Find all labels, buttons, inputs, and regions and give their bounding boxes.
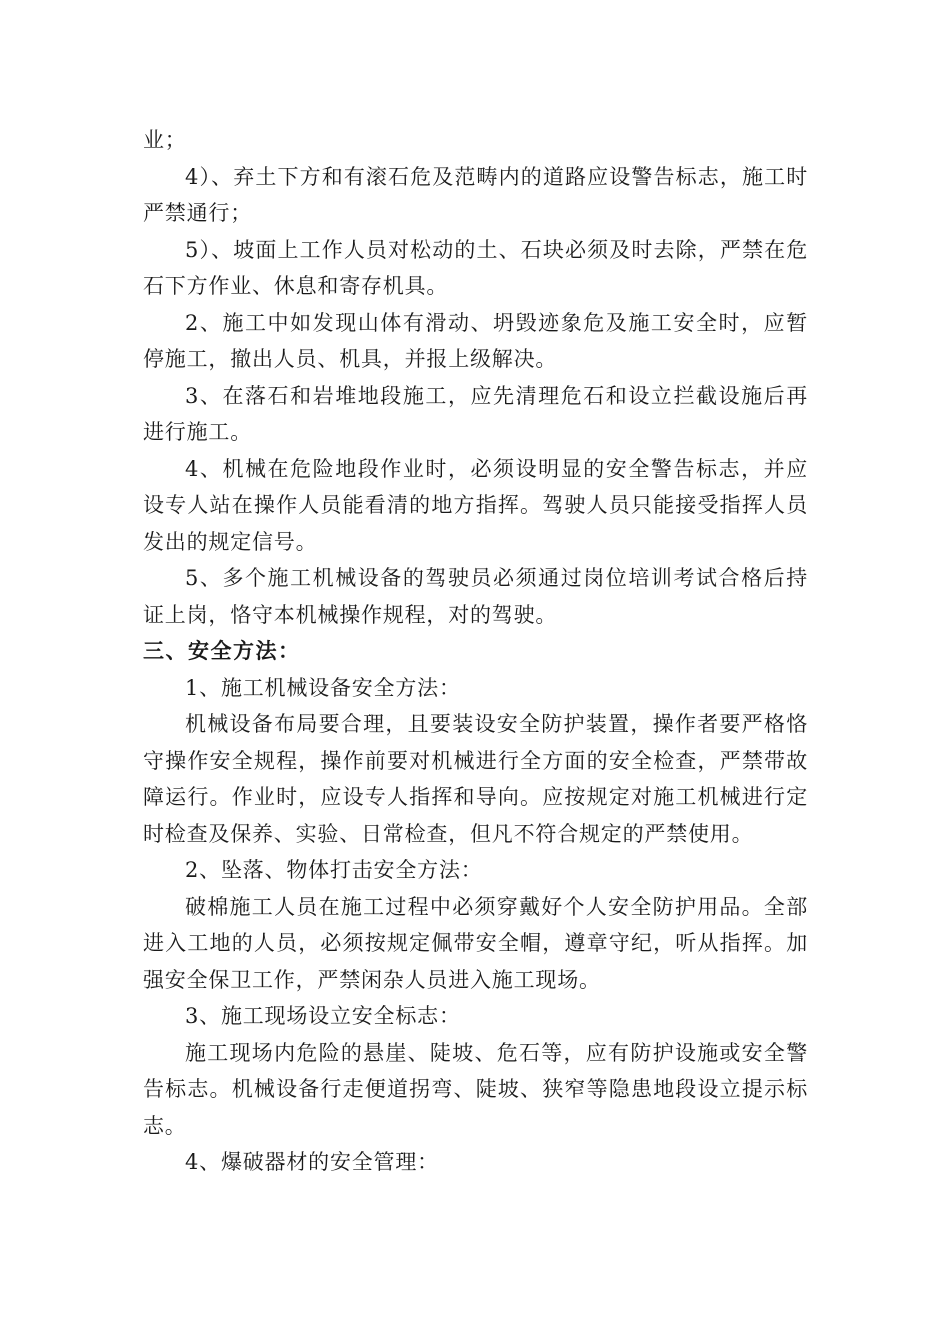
subheading-falling-object-safety: 2、坠落、物体打击安全方法： bbox=[185, 858, 483, 882]
section-heading-safety-methods: 三、安全方法： bbox=[143, 638, 301, 663]
paragraph-falling-object-safety: 破棉施工人员在施工过程中必须穿戴好个人安全防护用品。全部进入工地的人员，必须按规定佩带安全帽，遵章守纪，听从指挥。加强安全保卫工作，严禁闲杂人员进入施工现场。 bbox=[143, 894, 808, 992]
paragraph-machinery-safety: 机械设备布局要合理，且要装设安全防护装置，操作者要严格恪守操作安全规程，操作前要对机械进行全方面的安全检查，严禁带故障运行。作业时，应设专人指挥和导向。应按规定对施工机械进行定时检查及保养、实验、日常检查，但凡不符合规定的严禁使用。 bbox=[143, 712, 808, 846]
paragraph-continuation: 业； bbox=[143, 128, 187, 152]
subheading-machinery-safety: 1、施工机械设备安全方法： bbox=[185, 675, 461, 700]
paragraph-site-safety-signs: 施工现场内危险的悬崖、陡坡、危石等，应有防护设施或安全警告标志。机械设备行走便道拐弯、陡坡、狭窄等隐患地段设立提示标志。 bbox=[143, 1040, 808, 1138]
subheading-site-safety-signs: 3、施工现场设立安全标志： bbox=[185, 1004, 461, 1028]
paragraph-item-4-machinery-danger: 4、机械在危险地段作业时，必须设明显的安全警告标志，并应设专人站在操作人员能看清的地方指挥。驾驶人员只能接受指挥人员发出的规定信号。 bbox=[143, 456, 808, 554]
paragraph-item-5-loose-rock: 5）、坡面上工作人员对松动的土、石块必须及时去除，严禁在危石下方作业、休息和寄存机具。 bbox=[143, 237, 808, 298]
subheading-explosives-management: 4、爆破器材的安全管理： bbox=[185, 1150, 439, 1174]
document-body bbox=[143, 122, 808, 1181]
paragraph-item-5-operator-training: 5、多个施工机械设备的驾驶员必须通过岗位培训考试合格后持证上岗，恪守本机械操作规程，对的驾驶。 bbox=[143, 566, 808, 627]
paragraph-item-3-rockfall: 3、在落石和岩堆地段施工，应先清理危石和设立拦截设施后再进行施工。 bbox=[143, 383, 808, 444]
paragraph-item-2-landslide: 2、施工中如发现山体有滑动、坍毁迹象危及施工安全时，应暂停施工，撤出人员、机具，并报上级解决。 bbox=[143, 310, 808, 371]
paragraph-item-4-slope-warning: 4）、弃土下方和有滚石危及范畴内的道路应设警告标志，施工时严禁通行； bbox=[143, 164, 808, 225]
